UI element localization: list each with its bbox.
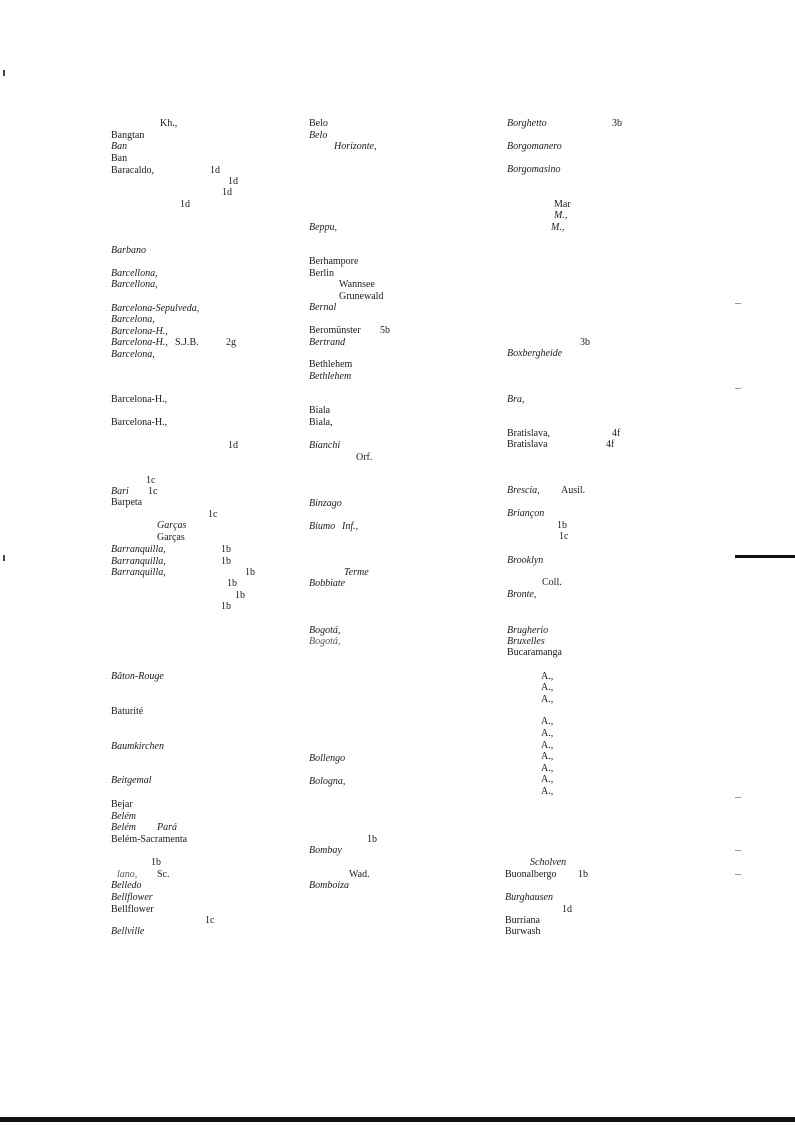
index-entry: Bobbiate — [309, 578, 346, 589]
index-entry: 1d — [222, 187, 232, 198]
index-entry: 1b — [151, 857, 161, 868]
index-entry: 1b — [227, 578, 237, 589]
index-entry: Bollengo — [309, 753, 346, 764]
index-entry: Bronte, — [507, 589, 537, 600]
index-entry: S.J.B. — [175, 337, 199, 348]
margin-tick — [735, 874, 741, 875]
index-entry: Coll. — [542, 577, 562, 588]
index-entry: A., — [541, 774, 554, 785]
index-entry: A., — [541, 694, 554, 705]
index-entry: Burriana — [505, 915, 540, 926]
index-entry: Bologna, — [309, 776, 346, 787]
index-entry: Ausil. — [561, 485, 586, 496]
index-entry: Baracaldo, — [111, 165, 155, 176]
index-entry: Bogotá, — [309, 636, 341, 647]
index-entry: Barpeta — [111, 497, 143, 508]
index-entry: 1c — [146, 475, 156, 486]
index-entry: Mar — [554, 199, 571, 210]
index-entry: Bellflower — [111, 904, 154, 915]
index-entry: Sc. — [157, 869, 170, 880]
index-entry: Baumkirchen — [111, 741, 164, 752]
index-entry: 1d — [180, 199, 190, 210]
index-entry: Barcelona-H., — [111, 337, 168, 348]
index-entry: A., — [541, 763, 554, 774]
index-entry: 4f — [606, 439, 615, 450]
index-entry: Bari — [111, 486, 129, 497]
index-entry: Beppu, — [309, 222, 338, 233]
index-entry: lano, — [117, 869, 138, 880]
index-entry: Belo — [309, 118, 328, 129]
index-entry: 1c — [559, 531, 569, 542]
index-entry: 1b — [221, 556, 231, 567]
index-entry: Brescia, — [507, 485, 540, 496]
index-entry: 1b — [221, 544, 231, 555]
index-entry: A., — [541, 671, 554, 682]
margin-tick — [735, 388, 741, 389]
index-entry: Bombay — [309, 845, 342, 856]
index-entry: Biala, — [309, 417, 333, 428]
index-entry: Bruxelles — [507, 636, 545, 647]
index-entry: Barranquilla, — [111, 567, 166, 578]
index-entry: 5b — [380, 325, 390, 336]
index-entry: Bethlehem — [309, 371, 352, 382]
index-entry: Brugherio — [507, 625, 549, 636]
index-entry: Belém — [111, 822, 136, 833]
index-entry: Barcelona-H., — [111, 326, 168, 337]
index-entry: Barcelona, — [111, 349, 155, 360]
index-entry: Baturité — [111, 706, 144, 717]
index-entry: Orf. — [356, 452, 373, 463]
index-entry: Bellflower — [111, 892, 153, 903]
index-entry: Bratislava, — [507, 428, 551, 439]
index-entry: Grunewald — [339, 291, 384, 302]
index-entry: 1b — [221, 601, 231, 612]
index-entry: M., — [554, 210, 568, 221]
index-entry: Barbano — [111, 245, 146, 256]
index-entry: Bâton-Rouge — [111, 671, 164, 682]
margin-mark — [3, 555, 5, 561]
index-entry: Bangtan — [111, 130, 145, 141]
index-entry: Barranquilla, — [111, 556, 166, 567]
index-entry: Bejar — [111, 799, 133, 810]
index-entry: Ban — [111, 141, 128, 152]
index-entry: Borgomanero — [507, 141, 562, 152]
index-entry: Kh., — [160, 118, 178, 129]
index-entry: Binzago — [309, 498, 342, 509]
index-entry: 1b — [235, 590, 245, 601]
index-entry: Scholven — [530, 857, 567, 868]
index-entry: Bellville — [111, 926, 145, 937]
index-entry: Burghausen — [505, 892, 553, 903]
index-entry: 3b — [612, 118, 622, 129]
index-entry: Beitgemal — [111, 775, 152, 786]
index-entry: Garças — [157, 520, 187, 531]
index-entry: Inf., — [342, 521, 359, 532]
index-entry: Barcellona, — [111, 279, 158, 290]
index-entry: Barcelona, — [111, 314, 155, 325]
index-entry: Bianchi — [309, 440, 341, 451]
index-entry: 3b — [580, 337, 590, 348]
index-entry: 1d — [228, 440, 238, 451]
index-entry: Borghetto — [507, 118, 547, 129]
index-entry: Brooklyn — [507, 555, 544, 566]
index-entry: A., — [541, 682, 554, 693]
index-entry: 1d — [228, 176, 238, 187]
index-entry: 1b — [367, 834, 377, 845]
index-entry: Belém-Sacramenta — [111, 834, 188, 845]
index-entry: Bratislava — [507, 439, 548, 450]
index-entry: 1c — [148, 486, 158, 497]
index-entry: Horizonte, — [334, 141, 377, 152]
index-entry: A., — [541, 751, 554, 762]
index-entry: Boxbergheide — [507, 348, 563, 359]
index-entry: Biumo — [309, 521, 336, 532]
index-entry: Barcelona-Sepulveda, — [111, 303, 200, 314]
index-entry: Berlin — [309, 268, 334, 279]
index-entry: A., — [541, 786, 554, 797]
index-entry: A., — [541, 740, 554, 751]
index-entry: Bra, — [507, 394, 525, 405]
index-entry: Borgomasino — [507, 164, 561, 175]
margin-tick — [735, 797, 741, 798]
index-entry: 1d — [210, 165, 220, 176]
index-entry: Barcellona, — [111, 268, 158, 279]
index-entry: A., — [541, 728, 554, 739]
index-entry: Garças — [157, 532, 185, 543]
index-entry: Barcelona-H., — [111, 394, 168, 405]
index-entry: Belo — [309, 130, 328, 141]
index-entry: Briançon — [507, 508, 545, 519]
index-entry: 1b — [245, 567, 255, 578]
index-entry: Pará — [157, 822, 177, 833]
index-entry: 1b — [578, 869, 588, 880]
index-entry: Bomboiza — [309, 880, 349, 891]
index-entry: Bethlehem — [309, 359, 353, 370]
side-rule — [735, 555, 795, 558]
index-entry: Berhampore — [309, 256, 359, 267]
index-entry: Belém — [111, 811, 136, 822]
index-entry: Wad. — [349, 869, 370, 880]
index-entry: Biala — [309, 405, 331, 416]
index-entry: 4f — [612, 428, 621, 439]
index-entry: Wannsee — [339, 279, 375, 290]
index-entry: Burwash — [505, 926, 541, 937]
index-entry: A., — [541, 716, 554, 727]
index-entry: Bertrand — [309, 337, 346, 348]
index-entry: Barcelona-H., — [111, 417, 168, 428]
index-entry: Buonalbergo — [505, 869, 557, 880]
margin-mark — [3, 70, 5, 76]
index-entry: 1c — [205, 915, 215, 926]
index-entry: Ban — [111, 153, 128, 164]
margin-tick — [735, 850, 741, 851]
index-entry: Bogotá, — [309, 625, 341, 636]
index-entry: Beromünster — [309, 325, 361, 336]
index-entry: 2g — [226, 337, 236, 348]
bottom-rule — [0, 1117, 795, 1122]
index-entry: Terme — [344, 567, 369, 578]
index-entry: 1b — [557, 520, 567, 531]
index-entry: Belledo — [111, 880, 142, 891]
index-entry: Bernal — [309, 302, 337, 313]
index-entry: M., — [551, 222, 565, 233]
margin-tick — [735, 303, 741, 304]
index-entry: 1d — [562, 904, 572, 915]
index-entry: 1c — [208, 509, 218, 520]
index-entry: Bucaramanga — [507, 647, 562, 658]
index-entry: Barranquilla, — [111, 544, 166, 555]
